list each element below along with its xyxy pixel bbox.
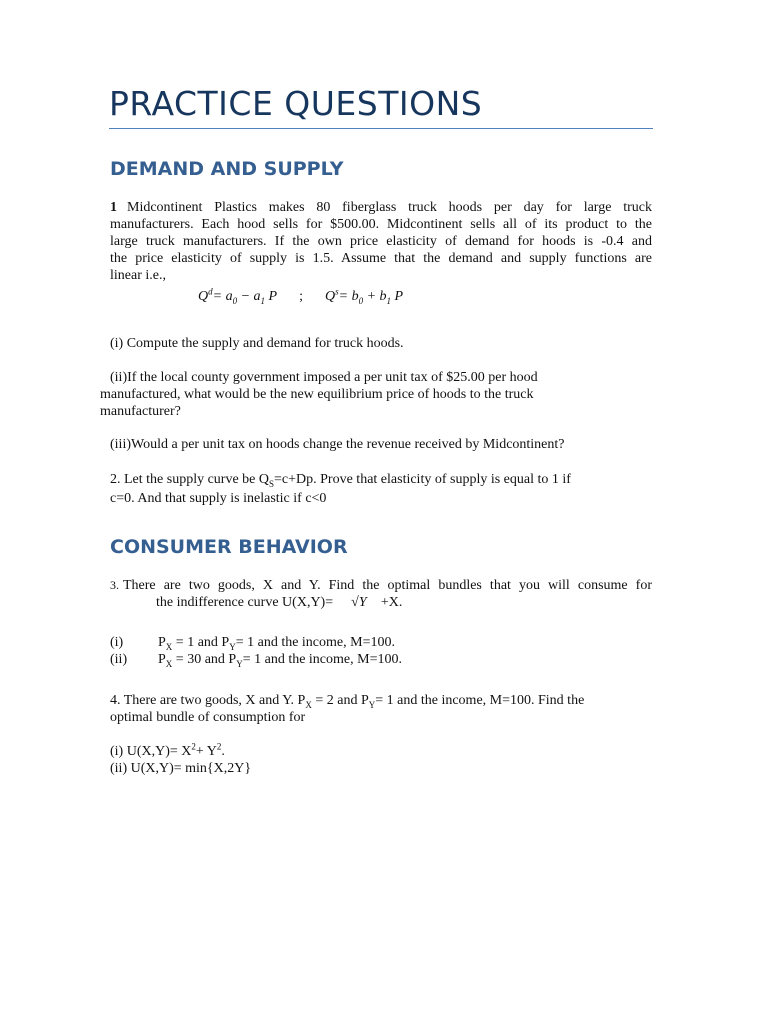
question-1-line: 1 Midcontinent Plastics makes 80 fiberglass truck hoods per day for large truck	[110, 200, 652, 215]
square-root: √Y	[351, 595, 367, 610]
question-1-line: manufacturers. Each hood sells for $500.00. Midcontinent sells all of its product to the	[110, 217, 652, 232]
heading-demand-and-supply: DEMAND AND SUPPLY	[110, 158, 344, 180]
question-1-part-iii: (iii)Would a per unit tax on hoods change the revenue received by Midcontinent?	[110, 437, 565, 452]
question-4-line: 4. There are two goods, X and Y. $P_X = 2$ and $P_Y= 1$ and the income, M=100. Find the	[110, 693, 585, 710]
question-number: 3.	[110, 578, 119, 592]
question-3	[110, 577, 652, 611]
question-3-line: the indifference curve U(X,Y)= √Y +X.	[156, 595, 403, 610]
list-item: (i) $P_X = 1$ and $P_Y= 1$ and the income, M=100.	[110, 635, 395, 652]
question-1-part-ii: (ii)If the local county government imposed a per unit tax of $25.00 per hood manufactured, what would be the new equilibrium price of hoods to the truck manufacturer?	[100, 370, 538, 419]
question-4-line: optimal bundle of consumption for	[110, 710, 306, 725]
question-1-line: large truck manufacturers. If the own price elasticity of demand for hoods is -0.4 and	[110, 234, 652, 249]
question-3-line: 3. There are two goods, X and Y. Find the optimal bundles that you will consume for	[110, 578, 652, 593]
question-2-line: 2. Let the supply curve be $Q_S=c+Dp$. Prove that elasticity of supply is equal to 1 if	[110, 472, 571, 489]
page-title: PRACTICE QUESTIONS	[109, 84, 483, 123]
question-1	[110, 199, 652, 284]
demand-supply-equations: $Q^d= a_0 - a_1$ P ; $Q^s= b_0 + b_1$ P	[198, 286, 404, 306]
question-1-line: the price elasticity of supply is 1.5. Assume that the demand and supply functions are	[110, 251, 652, 266]
list-item: (ii) $P_X = 30$ and $P_Y= 1$ and the income, M=100.	[110, 652, 402, 669]
question-number: 1	[110, 200, 117, 215]
question-4	[110, 692, 584, 726]
question-2-line: c=0. And that supply is inelastic if c<0	[110, 491, 327, 506]
question-3-list	[110, 634, 402, 668]
list-item: (i) $U(X,Y)= X^2+ Y^2$.	[110, 741, 225, 759]
list-item: (ii) U(X,Y)= min{X,2Y}	[110, 761, 252, 776]
heading-consumer-behavior: CONSUMER BEHAVIOR	[110, 536, 348, 558]
question-2	[110, 470, 571, 508]
question-4-parts	[110, 743, 251, 777]
question-1-line: linear i.e.,	[110, 268, 166, 283]
title-underline	[109, 128, 653, 129]
question-1-part-i: (i) Compute the supply and demand for truck hoods.	[110, 336, 404, 351]
